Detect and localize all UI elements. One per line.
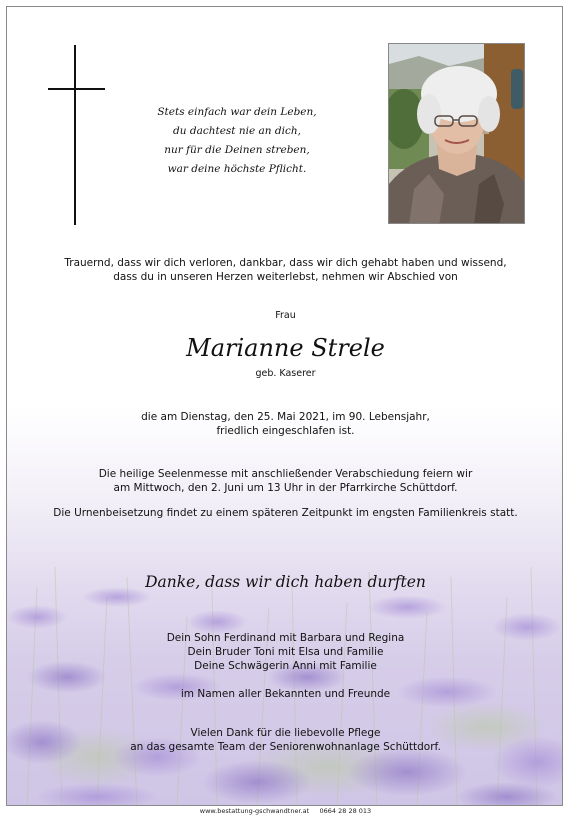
cross-icon-bar	[48, 88, 105, 90]
mourner-line: Deine Schwägerin Anni mit Familie	[194, 660, 377, 672]
intro-line: dass du in unseren Herzen weiterlebst, nehmen wir Abschied von	[113, 271, 458, 283]
intro-line: Trauernd, dass wir dich verloren, dankbar, dass wir dich gehabt haben und wissend,	[64, 257, 507, 269]
footer-phone: 0664 28 28 013	[319, 807, 372, 815]
poem	[137, 103, 337, 179]
thanks-title: Danke, dass wir dich haben durften	[145, 573, 426, 591]
poem-line: du dachtest nie an dich,	[173, 125, 301, 137]
salutation: Frau	[275, 310, 296, 321]
service-line: Die heilige Seelenmesse mit anschließender Verabschiedung feiern wir	[98, 468, 473, 480]
poem-line: Stets einfach war dein Leben,	[157, 106, 317, 118]
poem-line: war deine höchste Pflicht.	[167, 163, 307, 175]
gratitude-line: an das gesamte Team der Seniorenwohnanlage Schüttdorf.	[130, 741, 441, 753]
poem-line: nur für die Deinen streben,	[164, 144, 310, 156]
service-line: am Mittwoch, den 2. Juni um 13 Uhr in der Pfarrkirche Schüttdorf.	[113, 482, 458, 494]
mourner-line: Dein Bruder Toni mit Elsa und Familie	[187, 646, 384, 658]
cross-icon	[74, 45, 76, 225]
death-notice-line: friedlich eingeschlafen ist.	[216, 425, 355, 437]
obituary-card	[6, 6, 563, 806]
mourner-line: Dein Sohn Ferdinand mit Barbara und Regina	[166, 632, 405, 644]
on-behalf-line: im Namen aller Bekannten und Freunde	[180, 688, 391, 700]
portrait-photo	[388, 43, 525, 224]
footer-website: www.bestattung-gschwandtner.at	[199, 807, 310, 815]
birth-name: geb. Kaserer	[255, 368, 316, 379]
footer	[0, 807, 571, 815]
gratitude-line: Vielen Dank für die liebevolle Pflege	[190, 727, 381, 739]
death-notice-line: die am Dienstag, den 25. Mai 2021, im 90. Lebensjahr,	[141, 411, 430, 423]
deceased-name: Marianne Strele	[186, 334, 385, 362]
urn-notice: Die Urnenbeisetzung findet zu einem späteren Zeitpunkt im engsten Familienkreis statt.	[53, 507, 518, 519]
